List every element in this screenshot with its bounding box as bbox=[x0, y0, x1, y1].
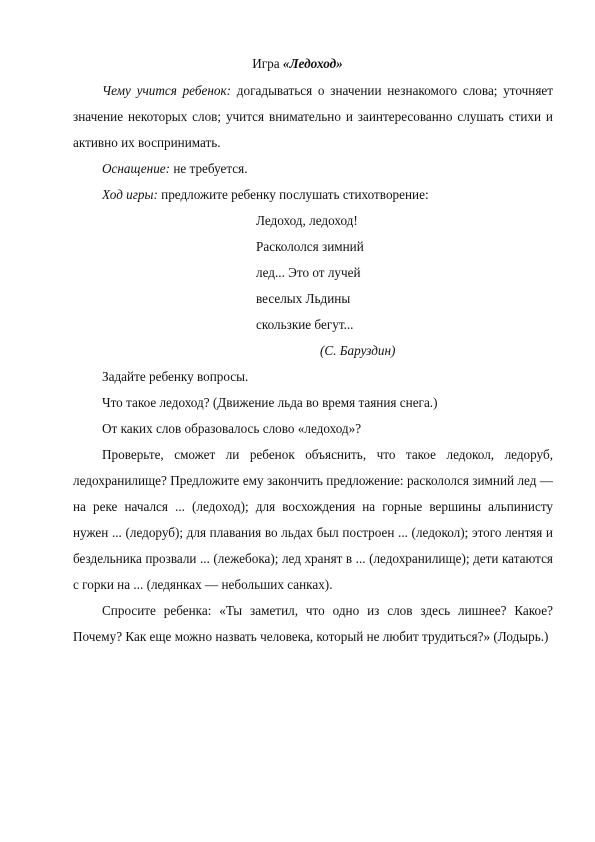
poem-line: лед... Это от лучей bbox=[256, 265, 361, 280]
course-label: Ход игры: bbox=[102, 187, 158, 202]
document-body bbox=[73, 78, 553, 650]
course-text: предложите ребенку послушать стихотворение: bbox=[157, 187, 429, 202]
poem-line: скользкие бегут... bbox=[256, 317, 354, 332]
learning-text: догадываться о значении незнакомого слова; уточняет значение некоторых слов; учится внимательно и заинтересованно слушать стихи и активно их воспринимать. bbox=[73, 83, 553, 150]
equipment-label: Оснащение: bbox=[102, 161, 171, 176]
game-name: «Ледоход» bbox=[282, 56, 343, 71]
equipment-paragraph bbox=[73, 156, 553, 182]
body-paragraph: Проверьте, сможет ли ребенок объяснить, что такое ледокол, ледоруб, ледохранилище? Предложите ему закончить предложение: раскололся зимний лед — на реке начался ... (ледоход); для восхождения на горные вершины альпинисту нужен ... (ледоруб); для плавания во льдах был построен ... (ледокол); этого лентяя и бездельника прозвали ... (лежебока); лед хранят в ... (ледохранилище); дети катаются с горки на ... (ледянках — небольших санках). bbox=[73, 447, 553, 592]
poem-line: веселых Льдины bbox=[256, 291, 351, 306]
poem-line: Раскололся зимний bbox=[256, 239, 364, 254]
equipment-text: не требуется. bbox=[170, 161, 248, 176]
title-prefix: Игра bbox=[252, 56, 283, 71]
course-paragraph bbox=[73, 182, 553, 208]
document-title bbox=[0, 51, 595, 77]
learning-label: Чему учится ребенок: bbox=[102, 83, 232, 98]
poem-author: (С. Баруздин) bbox=[320, 343, 396, 358]
body-paragraph: Что такое ледоход? (Движение льда во время таяния снега.) bbox=[102, 395, 438, 410]
body-paragraph: Спросите ребенка: «Ты заметил, что одно из слов здесь лишнее? Какое? Почему? Как еще можно назвать человека, который не любит трудиться?» (Лодырь.) bbox=[73, 603, 553, 644]
body-paragraph: Задайте ребенку вопросы. bbox=[102, 369, 249, 384]
poem-line: Ледоход, ледоход! bbox=[256, 213, 358, 228]
learning-paragraph bbox=[73, 78, 553, 156]
body-paragraph: От каких слов образовалось слово «ледоход»? bbox=[102, 421, 362, 436]
